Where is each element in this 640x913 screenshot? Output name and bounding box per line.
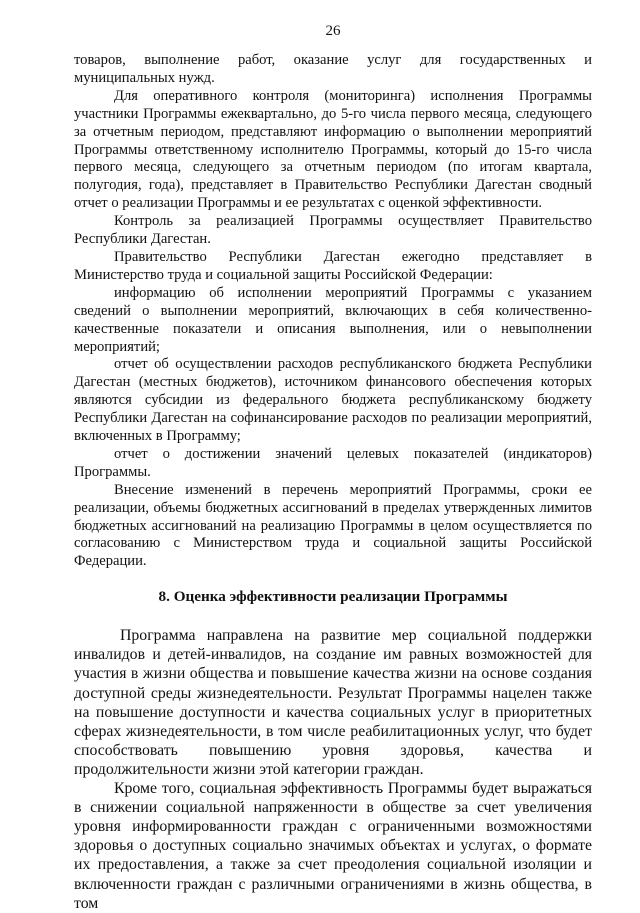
paragraph-changes: Внесение изменений в перечень мероприятий Программы, сроки ее реализации, объемы бюджетных ассигнований в пределах утвержденных лимитов бюджетных ассигнований на реализацию Программы в целом осуществляется по согласованию с Министерством труда и социальной защиты Российской Федерации.: [74, 481, 592, 570]
section-body: [74, 626, 592, 912]
paragraph-expenses-report: отчет об осуществлении расходов республиканского бюджета Республики Дагестан (местных бюджетов), источником финансового обеспечения которых являются субсидии из федерального бюджета республиканскому бюджету Республики Дагестан на софинансирование расходов по реализации мероприятий, включенных в Программу;: [74, 356, 592, 445]
section-heading: 8. Оценка эффективности реализации Программы: [158, 588, 508, 606]
paragraph-social-effect: Кроме того, социальная эффективность Программы будет выражаться в снижении социальной напряженности в обществе за счет увеличения уровня информированности граждан с ограниченными возможностями здоровья о доступных социально значимых объектах и услугах, о формате их предоставления, а также за счет преодоления социальной изоляции и включенности граждан с различными ограничениями в жизнь общества, в том: [74, 780, 592, 912]
paragraph-continuation: товаров, выполнение работ, оказание услуг для государственных и муниципальных нужд.: [74, 52, 592, 86]
paragraph-control: Контроль за реализацией Программы осуществляет Правительство Республики Дагестан.: [74, 213, 592, 248]
document-page: [74, 22, 592, 913]
paragraph-monitoring: Для оперативного контроля (мониторинга) исполнения Программы участники Программы ежеквартально, до 5-го числа первого месяца, следующего за отчетным периодом, представляют информацию о выполнении мероприятий Программы ответственному исполнителю Программы, который до 15-го числа первого месяца, следующего за отчетным периодом (по итогам квартала, полугодия, года), представляет в Правительство Республики Дагестан сводный отчет о реализации Программы и ее результатах с оценкой эффективности.: [74, 87, 592, 212]
paragraph-execution-info: информацию об исполнении мероприятий Программы с указанием сведений о выполнении мероприятий, включающих в себя количественно-качественные показатели и описания выполнения, или о невыполнении мероприятий;: [74, 284, 592, 355]
paragraph-program-aim: Программа направлена на развитие мер социальной поддержки инвалидов и детей-инвалидов, на создание им равных возможностей для участия в жизни общества и повышение качества жизни на основе создания доступной среды жизнедеятельности. Результат Программы нацелен также на повышение доступности и качества социальных услуг в приоритетных сферах жизнедеятельности, в том числе реабилитационных услуг, что будет способствовать повышению уровня здоровья, качества и продолжительности жизни этой категории граждан.: [74, 627, 592, 778]
paragraph-government-reports: Правительство Республики Дагестан ежегодно представляет в Министерство труда и социальной защиты Российской Федерации:: [74, 248, 592, 283]
page-number: 26: [325, 23, 341, 39]
paragraph-indicators-report: отчет о достижении значений целевых показателей (индикаторов) Программы.: [74, 445, 592, 480]
